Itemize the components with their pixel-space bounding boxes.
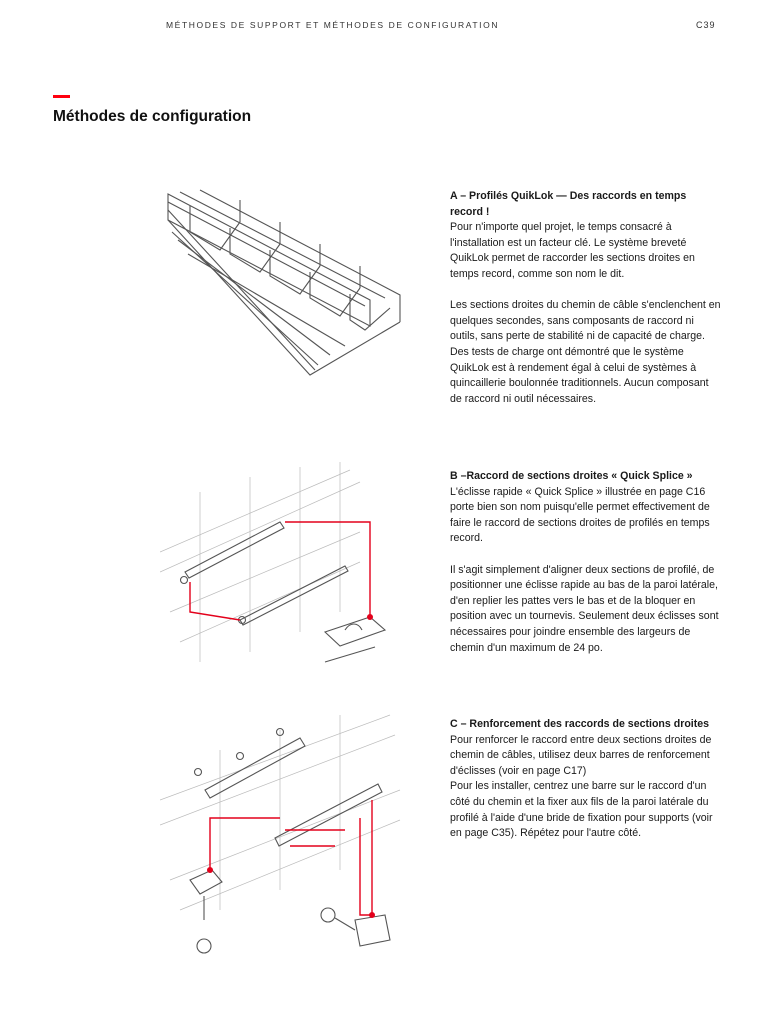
section-c-paragraph-1: Pour renforcer le raccord entre deux sections droites de chemin de câbles, utilisez deux barres de renforcement d'éclisses (voir en page C17) Pour les installer, centrez une barre sur le raccord d'un côté du chemin et la fixer aux fils de la paroi latérale du profilé à l'aide d'une bride de fixation pour supports (voir en page C35). Répétez pour l'autre côté. xyxy=(450,733,713,840)
splice-bars xyxy=(181,522,349,625)
splice-reinforcement-illustration xyxy=(160,710,410,970)
page-number: C39 xyxy=(696,20,716,30)
section-a-quiklok xyxy=(450,189,722,407)
section-b-paragraph-2: Il s'agit simplement d'aligner deux sections de profilé, de positionner une éclisse rapide au bas de la paroi latérale, d'en replier les pattes vers le bas et de la bloquer en position avec un tournevis. Seulement deux éclisses sont nécessaires pour joindre ensemble des largeurs de chemin d'un maximum de 24 po. xyxy=(450,563,719,654)
quick-splice-illustration xyxy=(160,462,410,680)
section-b-paragraph-1: L'éclisse rapide « Quick Splice » illustrée en page C16 porte bien son nom puisqu'elle permet effectivement de faire le raccord de sections droites de profilés en temps record. xyxy=(450,485,710,545)
wire-mesh-tray-illustration xyxy=(160,180,410,390)
red-arrows xyxy=(207,800,375,918)
accent-bar xyxy=(53,95,70,98)
tray-long-wires xyxy=(168,190,400,375)
section-title: Méthodes de configuration xyxy=(53,108,252,125)
section-b-heading: B –Raccord de sections droites « Quick Splice » xyxy=(450,470,693,482)
tray-cross-wires xyxy=(190,200,390,330)
section-a-paragraph-2: Les sections droites du chemin de câble s'enclenchent en quelques secondes, sans composants de raccord ni outils, sans perte de stabilité ni de capacité de charge. Des tests de charge ont démontré que le système QuikLok est à rendement égal à celui de systèmes à quincaillerie boulonnée traditionnels. Aucun composant de raccord ni outil nécessaires. xyxy=(450,299,721,405)
section-c-reinforcement xyxy=(450,717,722,842)
tray-grid-background xyxy=(160,715,400,910)
section-a-paragraph-1: Pour n'importe quel projet, le temps consacré à l'installation est un facteur clé. Le système breveté QuikLok permet de raccorder les sections droites en temps record, comme son nom le dit. xyxy=(450,221,695,280)
splice-clip-detail xyxy=(325,617,385,662)
tray-grid-background xyxy=(160,462,360,662)
section-b-quick-splice xyxy=(450,469,722,656)
section-c-heading: C – Renforcement des raccords de sections droites xyxy=(450,718,710,730)
section-a-heading: A – Profilés QuikLok — Des raccords en temps record ! xyxy=(450,190,687,218)
running-header: MÉTHODES DE SUPPORT ET MÉTHODES DE CONFIGURATION xyxy=(166,20,500,30)
reinforcement-bars xyxy=(195,729,383,847)
